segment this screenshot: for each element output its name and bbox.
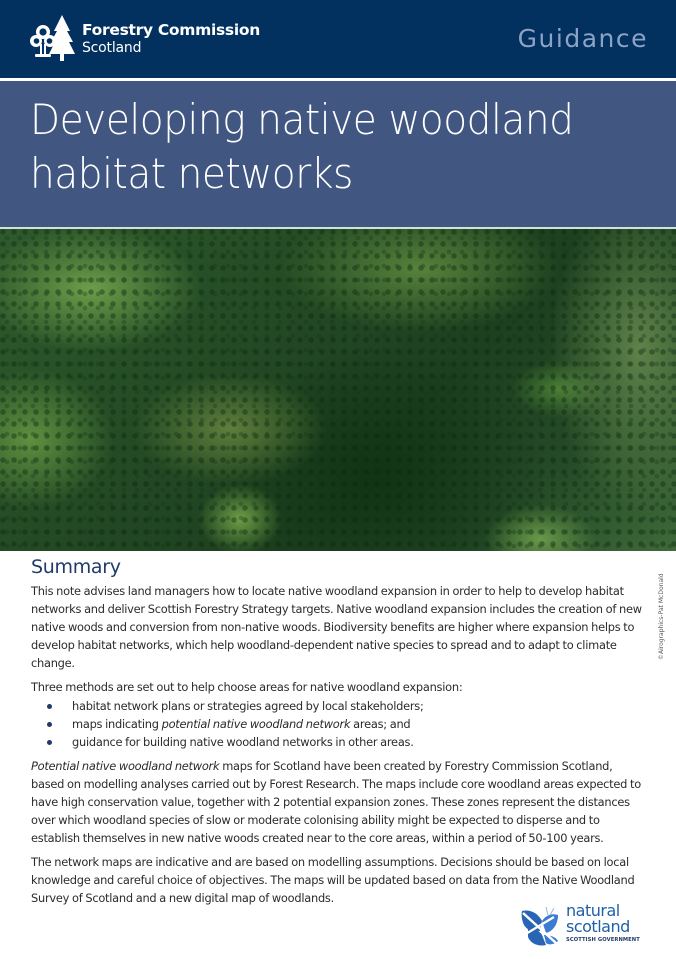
- org-name: Forestry Commission: [82, 21, 260, 40]
- bullet-icon: [47, 704, 52, 709]
- top-header: [0, 0, 676, 78]
- photo-texture: [0, 229, 676, 551]
- org-region: Scotland: [82, 39, 142, 56]
- tree-logo-icon: [30, 14, 78, 62]
- list-item: [31, 697, 643, 715]
- summary-paragraph-1: This note advises land managers how to locate native woodland expansion in order to help to develop habitat networks and deliver Scottish Forestry Strategy targets. Native woodland expansion includes the creation of new native woods and conversion from non-native woods. Biodiversity benefits are higher where expansion helps to develop habitat networks, which help woodland-dependent native species to spread and to adapt to climate change.: [31, 584, 642, 670]
- title-line-1: Developing native woodland: [30, 95, 574, 144]
- list-item-emphasis: potential native woodland network: [161, 717, 351, 731]
- summary-heading: Summary: [31, 556, 121, 578]
- forestry-commission-logo: [30, 14, 260, 62]
- summary-section: [31, 556, 643, 907]
- list-item: [31, 733, 643, 751]
- natural-scotland-line1: natural: [566, 901, 620, 920]
- title-line-2: habitat networks: [30, 149, 353, 198]
- natural-scotland-logo: [520, 903, 642, 949]
- saltire-butterfly-icon: [520, 905, 564, 947]
- summary-paragraph-3: [31, 757, 643, 847]
- natural-scotland-line2: scotland: [566, 917, 630, 936]
- paragraph-text: maps for Scotland have been created by Forestry Commission Scotland, based on modelling analyses carried out by Forest Research. The maps include core woodland areas expected to have high conservation value, together with 2 potential expansion zones. These zones represent the distances over which woodland species of slow or moderate colonising ability might be expected to disperse and to establish themselves in new native woods created near to the core areas, within a period of 50-100 years.: [31, 759, 641, 845]
- list-item-text: guidance for building native woodland networks in other areas.: [72, 735, 414, 749]
- bullet-icon: [47, 740, 52, 745]
- document-type-label: Guidance: [517, 24, 648, 53]
- title-band: [0, 81, 676, 227]
- paragraph-emphasis: Potential native woodland network: [31, 759, 220, 773]
- list-item-text: habitat network plans or strategies agreed by local stakeholders;: [72, 699, 424, 713]
- bullet-icon: [47, 722, 52, 727]
- list-item-text-post: areas; and: [350, 717, 411, 731]
- methods-intro: Three methods are set out to help choose areas for native woodland expansion:: [31, 680, 463, 694]
- list-item: [31, 715, 643, 733]
- aerial-woodland-photo: [0, 229, 676, 551]
- photo-credit: ©Airographics-Pat McDonald: [658, 573, 665, 660]
- scottish-government-label: SCOTTISH GOVERNMENT: [566, 937, 640, 943]
- page-title: [30, 93, 573, 201]
- summary-paragraph-4: The network maps are indicative and are based on modelling assumptions. Decisions should be based on local knowledge and careful choice of objectives. The maps will be updated based on data from the Native Woodland Survey of Scotland and a new digital map of woodlands.: [31, 855, 635, 905]
- list-item-text-pre: maps indicating: [72, 717, 162, 731]
- methods-list: [31, 697, 643, 751]
